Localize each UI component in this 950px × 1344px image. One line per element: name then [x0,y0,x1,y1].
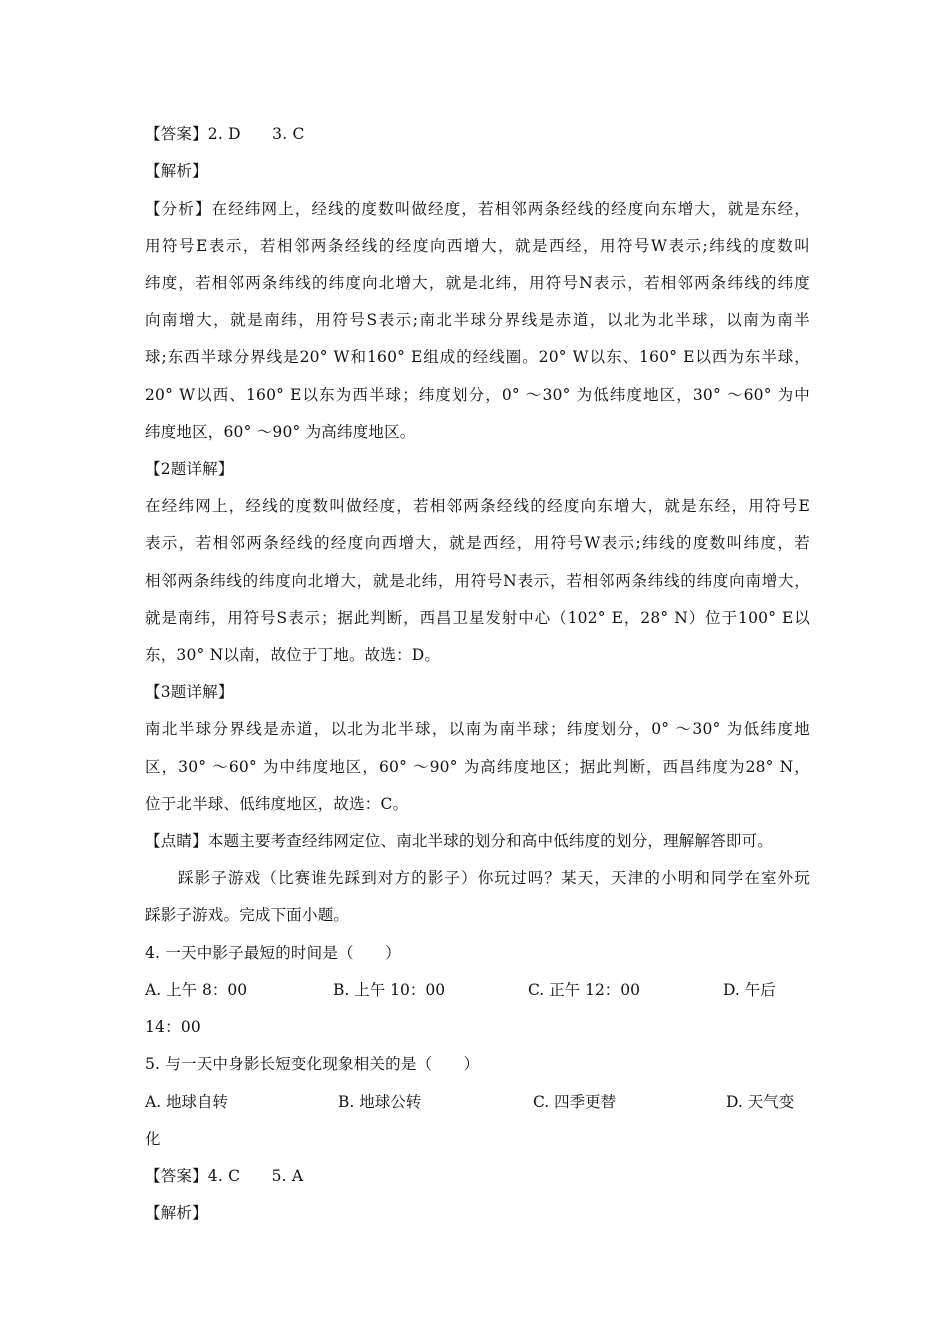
section-heading: 【2题详解】 [145,460,234,478]
q5-option-a: A. 地球自转 [145,1093,229,1111]
paragraph-line: 用符号E表示，若相邻两条经线的经度向西增大，就是西经，用符号W表示;纬线的度数叫 [145,237,810,255]
paragraph-line: 东，30° N以南，故位于丁地。故选：D。 [145,646,441,664]
passage-line: 踩影子游戏（比赛谁先踩到对方的影子）你玩过吗？某天，天津的小明和同学在室外玩 [178,869,810,887]
q4-option-b: B. 上午 10：00 [333,981,446,999]
paragraph-line: 纬度，若相邻两条纬线的纬度向北增大，就是北纬，用符号N表示，若相邻两条纬线的纬度 [145,274,810,292]
paragraph-line: 区，30° ～60° 为中纬度地区，60° ～90° 为高纬度地区；据此判断，西昌纬度为28° N， [145,758,810,776]
paragraph-line: 【分析】在经纬网上，经线的度数叫做经度，若相邻两条经线的经度向东增大，就是东经， [145,200,810,218]
paragraph-line: 球;东西半球分界线是20° W和160° E组成的经线圈。20° W以东、160° E以西为东半球， [145,348,810,366]
paragraph-line: 位于北半球、低纬度地区，故选：C。 [145,795,409,813]
analysis-heading: 【解析】 [145,162,208,180]
q4-option-d: D. 午后 [723,981,776,999]
analysis-heading: 【解析】 [145,1204,208,1222]
q5-option-d: D. 天气变 [726,1093,795,1111]
paragraph-line: 就是南纬，用符号S表示；据此判断，西昌卫星发射中心（102° E，28° N）位于100° E以 [145,609,810,627]
key-point-line: 【点睛】本题主要考查经纬网定位、南北半球的划分和高中低纬度的划分，理解解答即可。 [145,832,774,850]
paragraph-line: 在经纬网上，经线的度数叫做经度，若相邻两条经线的经度向东增大，就是东经，用符号E [145,497,810,515]
question-5-stem: 5. 与一天中身影长短变化现象相关的是（ ） [145,1055,480,1073]
paragraph-line: 表示，若相邻两条经线的经度向西增大，就是西经，用符号W表示;纬线的度数叫纬度，若 [145,534,810,552]
answer-line: 【答案】2. D 3. C [145,125,305,143]
q5-option-b: B. 地球公转 [338,1093,422,1111]
passage-line: 踩影子游戏。完成下面小题。 [145,906,350,924]
question-4-stem: 4. 一天中影子最短的时间是（ ） [145,944,401,962]
paragraph-line: 纬度地区，60° ～90° 为高纬度地区。 [145,423,416,441]
q4-option-d-wrap: 14：00 [145,1018,201,1036]
paragraph-line: 20° W以西、160° E以东为西半球；纬度划分，0° ～30° 为低纬度地区，30° ～60° 为中 [145,386,810,404]
paragraph-line: 南北半球分界线是赤道，以北为北半球，以南为南半球；纬度划分，0° ～30° 为低纬度地 [145,720,810,738]
answer-line: 【答案】4. C 5. A [145,1167,304,1185]
paragraph-line: 向南增大，就是南纬，用符号S表示;南北半球分界线是赤道，以北为北半球，以南为南半 [145,311,810,329]
q4-option-a: A. 上午 8：00 [145,981,248,999]
q4-option-c: C. 正午 12：00 [528,981,641,999]
q5-option-d-wrap: 化 [145,1130,161,1148]
paragraph-line: 相邻两条纬线的纬度向北增大，就是北纬，用符号N表示，若相邻两条纬线的纬度向南增大， [145,572,810,590]
section-heading: 【3题详解】 [145,683,234,701]
q5-option-c: C. 四季更替 [533,1093,617,1111]
